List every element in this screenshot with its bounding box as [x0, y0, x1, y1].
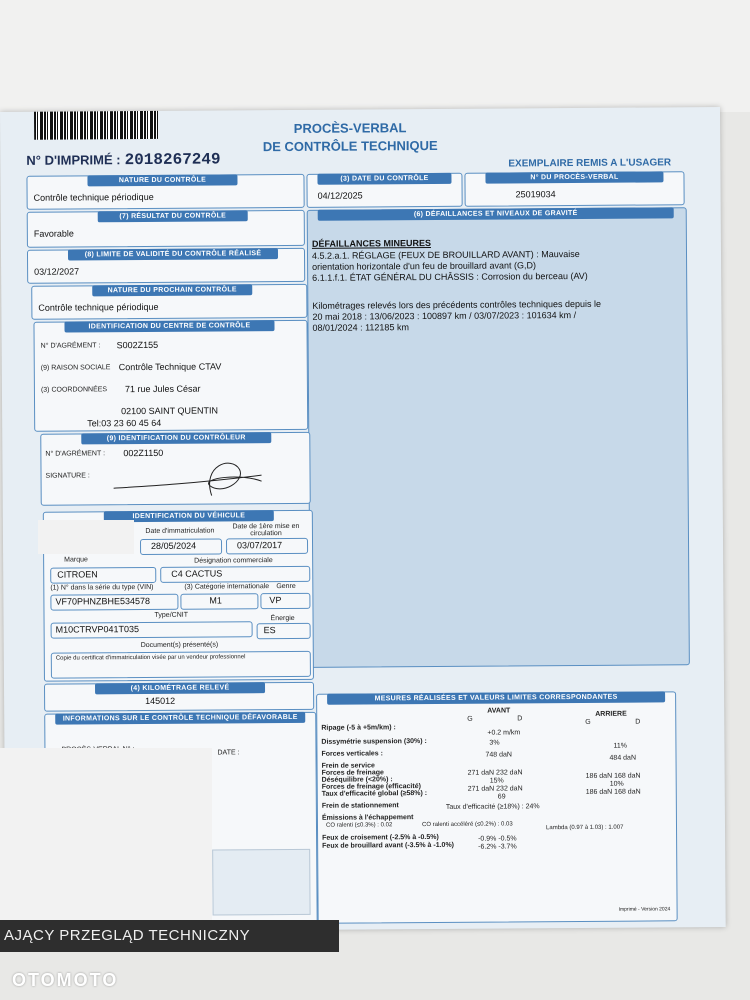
mesure-avant-5: 15%	[489, 777, 504, 785]
genre-label: Genre	[276, 582, 296, 591]
mesures-avant-g: G	[467, 715, 473, 723]
mesures-arriere-d: D	[635, 718, 641, 726]
pv-header: N° DU PROCÈS-VERBAL	[485, 171, 663, 183]
marque-field	[50, 567, 156, 584]
mesure-avant-6: 271 daN 232 daN	[467, 785, 523, 793]
mesure-label-8: Frein de stationnement	[321, 802, 399, 810]
mesure-label-3: Frein de service	[321, 762, 375, 770]
centre-box	[33, 320, 308, 432]
mesure-label-12: Feux de brouillard avant (-3.5% à -1.0%)	[322, 841, 455, 850]
documents-label: Document(s) présenté(s)	[140, 641, 219, 650]
km-value: 145012	[145, 695, 176, 707]
redaction-block-small	[38, 520, 134, 554]
prochain-header: NATURE DU PROCHAIN CONTRÔLE	[92, 284, 252, 296]
barcode-icon	[34, 111, 158, 140]
coord-city: 02100 SAINT QUENTIN	[121, 405, 218, 417]
controleur-header: (9) IDENTIFICATION DU CONTRÔLEUR	[81, 432, 271, 444]
mesure-label-5: Déséquilibre (<20%) :	[321, 776, 393, 784]
mesures-avant: AVANT	[487, 707, 511, 715]
mesure-avant-4: 271 daN 232 daN	[467, 769, 523, 777]
mesure-avant-2: 748 daN	[485, 751, 512, 759]
mesure-label-6: Forces de freinage (efficacité)	[321, 783, 421, 791]
kilometrage-line-2: 20 mai 2018 : 13/06/2023 : 100897 km / 03/07/2023 : 101634 km /	[312, 309, 577, 322]
defaillances-title: DÉFAILLANCES MINEURES	[311, 237, 431, 249]
raison-value: Contrôle Technique CTAV	[118, 361, 222, 373]
footer-note: Imprimé - Version 2024	[618, 906, 671, 913]
kilometrage-line-3: 08/01/2024 : 112185 km	[312, 322, 409, 333]
defav-date-label: DATE :	[217, 749, 240, 757]
energie-field	[257, 623, 311, 639]
km-box	[44, 682, 314, 712]
type-field	[51, 621, 253, 638]
title-line-2: DE CONTRÔLE TECHNIQUE	[262, 137, 438, 155]
nature-value: Contrôle technique périodique	[33, 191, 154, 203]
mesure-avant-12: -6.2% -3.7%	[478, 843, 517, 851]
documents-field	[51, 651, 311, 679]
resultat-header: (7) RÉSULTAT DU CONTRÔLE	[98, 210, 248, 222]
mesure-arriere-4: 186 daN 168 daN	[585, 772, 641, 780]
genre-field	[260, 593, 310, 609]
date-box	[306, 173, 462, 208]
signature-label: SIGNATURE :	[45, 472, 90, 480]
genre-value: VP	[269, 595, 282, 606]
signature-icon	[111, 455, 271, 500]
km-header: (4) KILOMÉTRAGE RELEVÉ	[95, 682, 265, 694]
documents-value: Copie du certificat d'immatriculation visée par un vendeur professionnel	[55, 654, 246, 662]
mesure-label-1: Dissymétrie suspension (30%) :	[321, 738, 427, 746]
date-header: (3) DATE DU CONTRÔLE	[317, 173, 451, 185]
designation-label: Désignation commerciale	[194, 557, 273, 565]
resultat-box	[27, 210, 305, 248]
defaillances-box	[307, 207, 690, 668]
centre-agrement-value: S002Z155	[116, 339, 159, 351]
defav-header: INFORMATIONS SUR LE CONTRÔLE TECHNIQUE DÉFAVORABLE	[55, 712, 305, 725]
defaillances-header: (6) DÉFAILLANCES ET NIVEAUX DE GRAVITÉ	[318, 207, 674, 220]
imprime-label: N° D'IMPRIMÉ :	[26, 152, 121, 168]
mesure-avant-11: -0.9% -0.5%	[478, 835, 517, 843]
centre-agrement-label: N° D'AGRÉMENT :	[40, 342, 101, 350]
categorie-label: (3) Catégorie internationale	[184, 583, 270, 591]
mesures-avant-d: D	[517, 715, 523, 723]
kilometrage-line-1: Kilométrages relevés lors des précédents contrôles techniques depuis le	[312, 298, 602, 311]
mesure-avant-8: Taux d'efficacité (≥18%) : 24%	[445, 803, 540, 811]
stamp-area	[212, 849, 310, 916]
mesure-arriere-1: 11%	[613, 742, 627, 750]
imprime-number	[26, 150, 220, 169]
date-immat-label: Date d'immatriculation	[145, 527, 215, 535]
categorie-value: M1	[209, 595, 222, 606]
nature-box	[26, 174, 304, 210]
pv-box	[464, 171, 684, 207]
vin-label: (1) N° dans la série du type (VIN)	[50, 583, 154, 592]
title-line-1: PROCÈS-VERBAL	[293, 120, 407, 136]
mesure-avant-0: +0.2 m/km	[487, 729, 521, 737]
designation-field	[160, 566, 310, 583]
otomoto-logo: OTOMOTO	[12, 970, 119, 990]
controleur-agrement-label: N° D'AGRÉMENT :	[45, 450, 106, 458]
defaillance-line-1: 4.5.2.a.1. RÉGLAGE (FEUX DE BROUILLARD AVANT) : Mauvaise	[311, 248, 580, 261]
mesures-header: MESURES RÉALISÉES ET VALEURS LIMITES CORRESPONDANTES	[327, 691, 665, 704]
imprime-value: 2018267249	[124, 150, 221, 170]
redaction-block-large	[0, 748, 212, 920]
photo-background	[0, 0, 750, 112]
vehicule-header: IDENTIFICATION DU VÉHICULE	[104, 510, 274, 522]
defaillance-line-2: orientation horizontale d'un feu de brouillard avant (G,D)	[312, 260, 536, 272]
type-value: M10CTRVP041T035	[55, 624, 140, 635]
coord-label: (3) COORDONNÉES	[40, 386, 108, 394]
designation-value: C4 CACTUS	[171, 568, 223, 579]
date-mise-field	[226, 538, 308, 555]
prochain-box	[31, 284, 307, 320]
marque-label: Marque	[64, 556, 88, 564]
mesure-label-7: Taux d'efficacité global (≥58%) :	[321, 790, 428, 798]
mesure-arriere-2: 484 daN	[609, 754, 637, 762]
raison-label: (9) RAISON SOCIALE	[40, 364, 111, 372]
controleur-box	[40, 432, 310, 506]
nature-header: NATURE DU CONTRÔLE	[87, 174, 237, 186]
prochain-value: Contrôle technique périodique	[38, 301, 159, 313]
limite-box	[27, 248, 305, 284]
energie-label: Énergie	[270, 614, 295, 623]
marque-value: CITROEN	[57, 569, 98, 580]
date-mise-value: 03/07/2017	[236, 540, 283, 551]
resultat-value: Favorable	[33, 228, 74, 239]
listing-banner: AJĄCY PRZEGLĄD TECHNICZNY	[0, 920, 339, 952]
mesures-arriere: ARRIERE	[595, 710, 627, 718]
mesure-arriere-5: 10%	[609, 780, 624, 788]
mesure-avant-10: CO ralenti accéléré (≤0.2%) : 0.03	[421, 821, 513, 829]
date-value: 04/12/2025	[317, 190, 363, 201]
categorie-field	[180, 593, 258, 610]
pv-value: 25019034	[515, 189, 556, 200]
date-immat-value: 28/05/2024	[150, 540, 197, 551]
type-label: Type/CNIT	[154, 611, 188, 619]
mesure-arriere-10: Lambda (0.97 à 1.03) : 1.007	[545, 824, 624, 832]
mesure-label-0: Ripage (-5 à +5m/km) :	[321, 724, 396, 732]
mesure-label-10: CO ralenti (≤0.3%) : 0.02	[325, 822, 393, 829]
coord-tel: Tel:03 23 60 45 64	[87, 417, 162, 429]
mesure-label-2: Forces verticales :	[321, 750, 383, 758]
mesures-box	[316, 691, 678, 924]
mesures-arriere-g: G	[585, 718, 591, 726]
coord-street: 71 rue Jules César	[124, 383, 201, 395]
mesure-label-9: Émissions à l'échappement	[321, 814, 414, 822]
centre-header: IDENTIFICATION DU CENTRE DE CONTRÔLE	[64, 320, 274, 332]
vin-field	[50, 594, 178, 611]
mesure-label-11: Feux de croisement (-2.5% à -0.5%)	[322, 833, 439, 842]
energie-value: ES	[263, 625, 276, 636]
mesure-label-4: Forces de freinage	[321, 769, 384, 777]
limite-value: 03/12/2027	[34, 266, 80, 277]
mesure-avant-7: 69	[497, 793, 506, 801]
limite-header: (8) LIMITE DE VALIDITÉ DU CONTRÔLE RÉALISÉ	[68, 248, 278, 260]
controleur-agrement-value: 002Z1150	[123, 447, 164, 459]
date-mise-label: Date de 1ère mise en circulation	[232, 522, 300, 538]
mesure-arriere-6: 186 daN 168 daN	[585, 788, 641, 796]
defaillance-line-3: 6.1.1.f.1. ÉTAT GÉNÉRAL DU CHÂSSIS : Corrosion du berceau (AV)	[312, 270, 588, 283]
exemplaire-label: EXEMPLAIRE REMIS A L'USAGER	[508, 157, 672, 170]
date-immat-field	[140, 538, 222, 555]
mesure-avant-1: 3%	[489, 739, 500, 747]
document-title	[220, 119, 480, 157]
vin-value: VF70PHNZBHE534578	[55, 595, 151, 607]
